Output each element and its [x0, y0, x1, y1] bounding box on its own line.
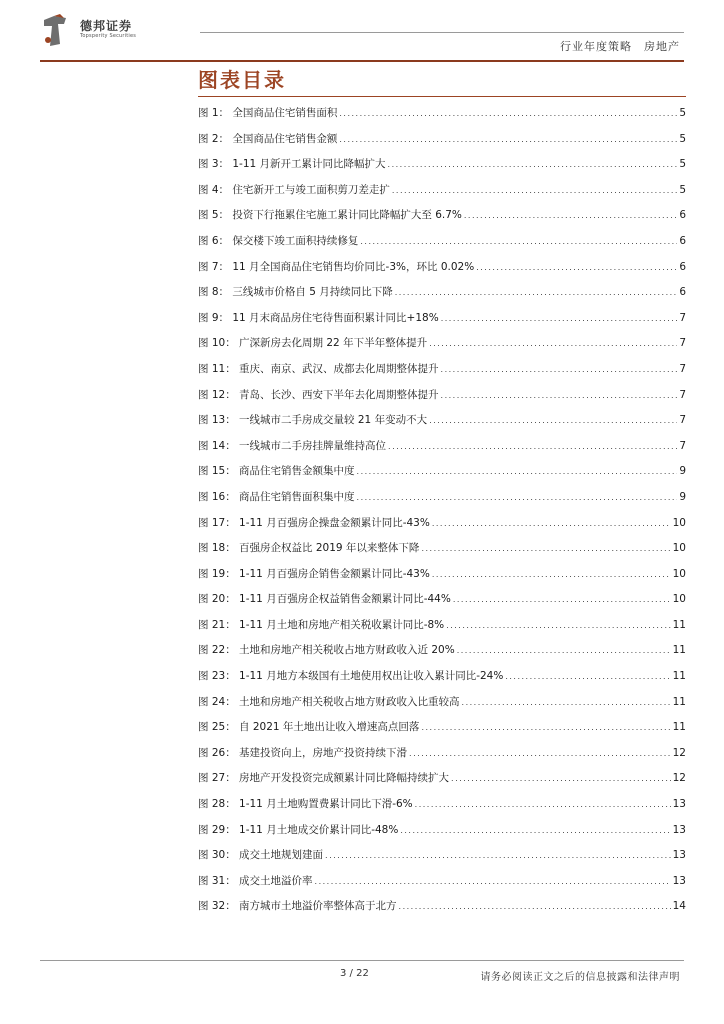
- toc-entry-label: 图 18： 百强房企权益比 2019 年以来整体下降: [198, 542, 420, 555]
- toc-entry[interactable]: [198, 591, 686, 617]
- header-accent-divider: [40, 60, 684, 62]
- toc-entry-label: 图 28： 1-11 月土地购置费累计同比下滑-6%: [198, 798, 413, 811]
- company-subtitle: Topsperity Securities: [80, 33, 137, 39]
- toc-entry-page: 11: [672, 644, 686, 657]
- toc-entry-label: 图 30： 成交土地规划建面: [198, 849, 324, 862]
- toc-entry[interactable]: [198, 284, 686, 310]
- page-number: 3 / 22: [340, 968, 369, 979]
- toc-dot-leader: [441, 365, 678, 374]
- toc-entry-label: 图 13： 一线城市二手房成交量较 21 年变动不大: [198, 414, 428, 427]
- toc-entry-page: 7: [679, 439, 686, 452]
- toc-entry-page: 5: [679, 158, 686, 171]
- toc-entry[interactable]: [198, 694, 686, 720]
- toc-dot-leader: [429, 416, 677, 425]
- toc-entry[interactable]: [198, 387, 686, 413]
- toc-entry-page: 7: [679, 388, 686, 401]
- toc-entry-page: 10: [672, 542, 686, 555]
- toc-dot-leader: [357, 467, 678, 476]
- toc-entry-page: 11: [672, 618, 686, 631]
- toc-entry-page: 5: [679, 107, 686, 119]
- toc-entry[interactable]: [198, 668, 686, 694]
- toc-entry-label: 图 22： 土地和房地产相关税收占地方财政收入近 20%: [198, 644, 455, 657]
- toc-dot-leader: [441, 391, 678, 400]
- toc-dot-leader: [325, 851, 671, 860]
- toc-dot-leader: [395, 288, 678, 297]
- toc-entry-label: 图 1： 全国商品住宅销售面积: [198, 107, 338, 119]
- toc-dot-leader: [462, 698, 671, 707]
- toc-entry[interactable]: [198, 207, 686, 233]
- toc-entry-label: 图 24： 土地和房地产相关税收占地方财政收入比重较高: [198, 695, 460, 708]
- toc-entry-page: 5: [679, 132, 686, 145]
- toc-entry-page: 13: [672, 849, 686, 862]
- toc-entry-page: 10: [672, 567, 686, 580]
- toc-entry-label: 图 6： 保交楼下竣工面积持续修复: [198, 234, 359, 247]
- toc-entry[interactable]: [198, 156, 686, 182]
- toc-dot-leader: [360, 237, 677, 246]
- toc-dot-leader: [392, 186, 677, 195]
- toc-entry-page: 7: [679, 414, 686, 427]
- toc-dot-leader: [315, 877, 671, 886]
- toc-entry-label: 图 29： 1-11 月土地成交价累计同比-48%: [198, 823, 399, 836]
- toc-dot-leader: [464, 211, 677, 220]
- toc-dot-leader: [432, 519, 671, 528]
- toc-entry-label: 图 2： 全国商品住宅销售金额: [198, 132, 338, 145]
- toc-entry-label: 图 4： 住宅新开工与竣工面积剪刀差走扩: [198, 183, 390, 196]
- toc-entry-label: 图 15： 商品住宅销售金额集中度: [198, 465, 355, 478]
- toc-entry-page: 7: [679, 362, 686, 375]
- toc-dot-leader: [339, 135, 677, 144]
- toc-dot-leader: [453, 595, 671, 604]
- footer-divider: [40, 960, 684, 961]
- toc-entry-page: 5: [679, 183, 686, 196]
- toc-entry-label: 图 26： 基建投资向上，房地产投资持续下滑: [198, 746, 408, 759]
- toc-entry[interactable]: [198, 361, 686, 387]
- toc-title: 图表目录: [198, 68, 286, 92]
- toc-entry-page: 9: [679, 465, 686, 478]
- toc-entry-page: 14: [672, 900, 686, 913]
- company-logo-icon: [40, 14, 70, 48]
- toc-entry[interactable]: [198, 566, 686, 592]
- toc-entry-page: 12: [672, 746, 686, 759]
- toc-entry-page: 6: [679, 260, 686, 273]
- toc-entry-page: 6: [679, 234, 686, 247]
- toc-entry-label: 图 3： 1-11 月新开工累计同比降幅扩大: [198, 158, 386, 171]
- toc-dot-leader: [441, 314, 678, 323]
- toc-entry-page: 6: [679, 209, 686, 222]
- toc-entry-label: 图 12： 青岛、长沙、西安下半年去化周期整体提升: [198, 388, 439, 401]
- toc-entry-label: 图 9： 11 月末商品房住宅待售面积累计同比+18%: [198, 311, 439, 324]
- toc-dot-leader: [421, 544, 670, 553]
- toc-dot-leader: [457, 646, 671, 655]
- toc-dot-leader: [446, 621, 670, 630]
- toc-dot-leader: [421, 723, 670, 732]
- toc-entry-page: 13: [672, 823, 686, 836]
- legal-disclaimer: 请务必阅读正文之后的信息披露和法律声明: [480, 972, 680, 983]
- toc-entry-label: 图 27： 房地产开发投资完成额累计同比降幅持续扩大: [198, 772, 450, 785]
- toc-entry-page: 7: [679, 311, 686, 324]
- toc-entry[interactable]: [198, 489, 686, 515]
- page-header: [0, 0, 724, 62]
- toc-entry-label: 图 19： 1-11 月百强房企销售金额累计同比-43%: [198, 567, 430, 580]
- toc-entry-page: 13: [672, 874, 686, 887]
- toc-dot-leader: [388, 160, 678, 169]
- toc-entry[interactable]: [198, 438, 686, 464]
- toc-entry[interactable]: [198, 310, 686, 336]
- toc-dot-leader: [429, 339, 677, 348]
- toc-entry-label: 图 23： 1-11 月地方本级国有土地使用权出让收入累计同比-24%: [198, 670, 504, 683]
- toc-entry-label: 图 21： 1-11 月土地和房地产相关税收累计同比-8%: [198, 618, 445, 631]
- toc-dot-leader: [399, 902, 671, 911]
- toc-entry[interactable]: [198, 463, 686, 489]
- toc-entry[interactable]: [198, 105, 686, 131]
- toc-dot-leader: [409, 749, 671, 758]
- toc-dot-leader: [432, 570, 671, 579]
- toc-entry-label: 图 25： 自 2021 年土地出让收入增速高点回落: [198, 721, 420, 734]
- toc-entry[interactable]: [198, 412, 686, 438]
- company-name: 德邦证券: [80, 19, 133, 33]
- toc-entry-page: 11: [672, 721, 686, 734]
- toc-entry-label: 图 10： 广深新房去化周期 22 年下半年整体提升: [198, 337, 428, 350]
- toc-entry-page: 11: [672, 670, 686, 683]
- toc-entry[interactable]: [198, 822, 686, 848]
- toc-entry[interactable]: [198, 873, 686, 899]
- toc-entry[interactable]: [198, 259, 686, 285]
- toc-entry-page: 10: [672, 516, 686, 529]
- toc-entry[interactable]: [198, 335, 686, 361]
- report-type: 行业年度策略 房地产: [560, 40, 680, 53]
- toc-entry-label: 图 8： 三线城市价格自 5 月持续同比下降: [198, 286, 393, 299]
- toc-entry[interactable]: [198, 540, 686, 566]
- toc-entry-label: 图 31： 成交土地溢价率: [198, 874, 313, 887]
- toc-dot-leader: [357, 493, 678, 502]
- toc-dot-leader: [476, 263, 677, 272]
- toc-entry[interactable]: [198, 642, 686, 668]
- toc-entry[interactable]: [198, 719, 686, 745]
- toc-dot-leader: [415, 800, 671, 809]
- toc-entry[interactable]: [198, 182, 686, 208]
- toc-entry[interactable]: [198, 233, 686, 259]
- toc-dot-leader: [505, 672, 670, 681]
- toc-entry-label: 图 17： 1-11 月百强房企操盘金额累计同比-43%: [198, 516, 430, 529]
- toc-entry-label: 图 32： 南方城市土地溢价率整体高于北方: [198, 900, 397, 913]
- toc-entry-page: 12: [672, 772, 686, 785]
- header-divider: [200, 32, 684, 33]
- toc-entry[interactable]: [198, 745, 686, 771]
- toc-entry-label: 图 11： 重庆、南京、武汉、成都去化周期整体提升: [198, 362, 439, 375]
- toc-dot-leader: [339, 109, 677, 118]
- toc-dot-leader: [451, 774, 671, 783]
- toc-entry-page: 7: [679, 337, 686, 350]
- toc-entry-page: 11: [672, 695, 686, 708]
- toc-dot-leader: [400, 826, 670, 835]
- toc-entry-page: 9: [679, 490, 686, 503]
- toc-dot-leader: [388, 442, 677, 451]
- toc-entry[interactable]: [198, 515, 686, 541]
- toc-entry[interactable]: [198, 898, 686, 924]
- toc-entry-label: 图 7： 11 月全国商品住宅销售均价同比-3%，环比 0.02%: [198, 260, 475, 273]
- toc-entry[interactable]: [198, 847, 686, 873]
- toc-entry[interactable]: [198, 796, 686, 822]
- toc-entry-page: 10: [672, 593, 686, 606]
- toc-entry-label: 图 16： 商品住宅销售面积集中度: [198, 490, 355, 503]
- toc-entry-label: 图 5： 投资下行拖累住宅施工累计同比降幅扩大至 6.7%: [198, 209, 462, 222]
- figure-table-of-contents: [198, 105, 686, 924]
- toc-entry-page: 13: [672, 798, 686, 811]
- toc-entry-label: 图 14： 一线城市二手房挂牌量维持高位: [198, 439, 387, 452]
- toc-entry[interactable]: [198, 770, 686, 796]
- toc-entry[interactable]: [198, 131, 686, 157]
- toc-entry[interactable]: [198, 617, 686, 643]
- toc-entry-label: 图 20： 1-11 月百强房企权益销售金额累计同比-44%: [198, 593, 451, 606]
- toc-entry-page: 6: [679, 286, 686, 299]
- toc-title-divider: [198, 96, 686, 97]
